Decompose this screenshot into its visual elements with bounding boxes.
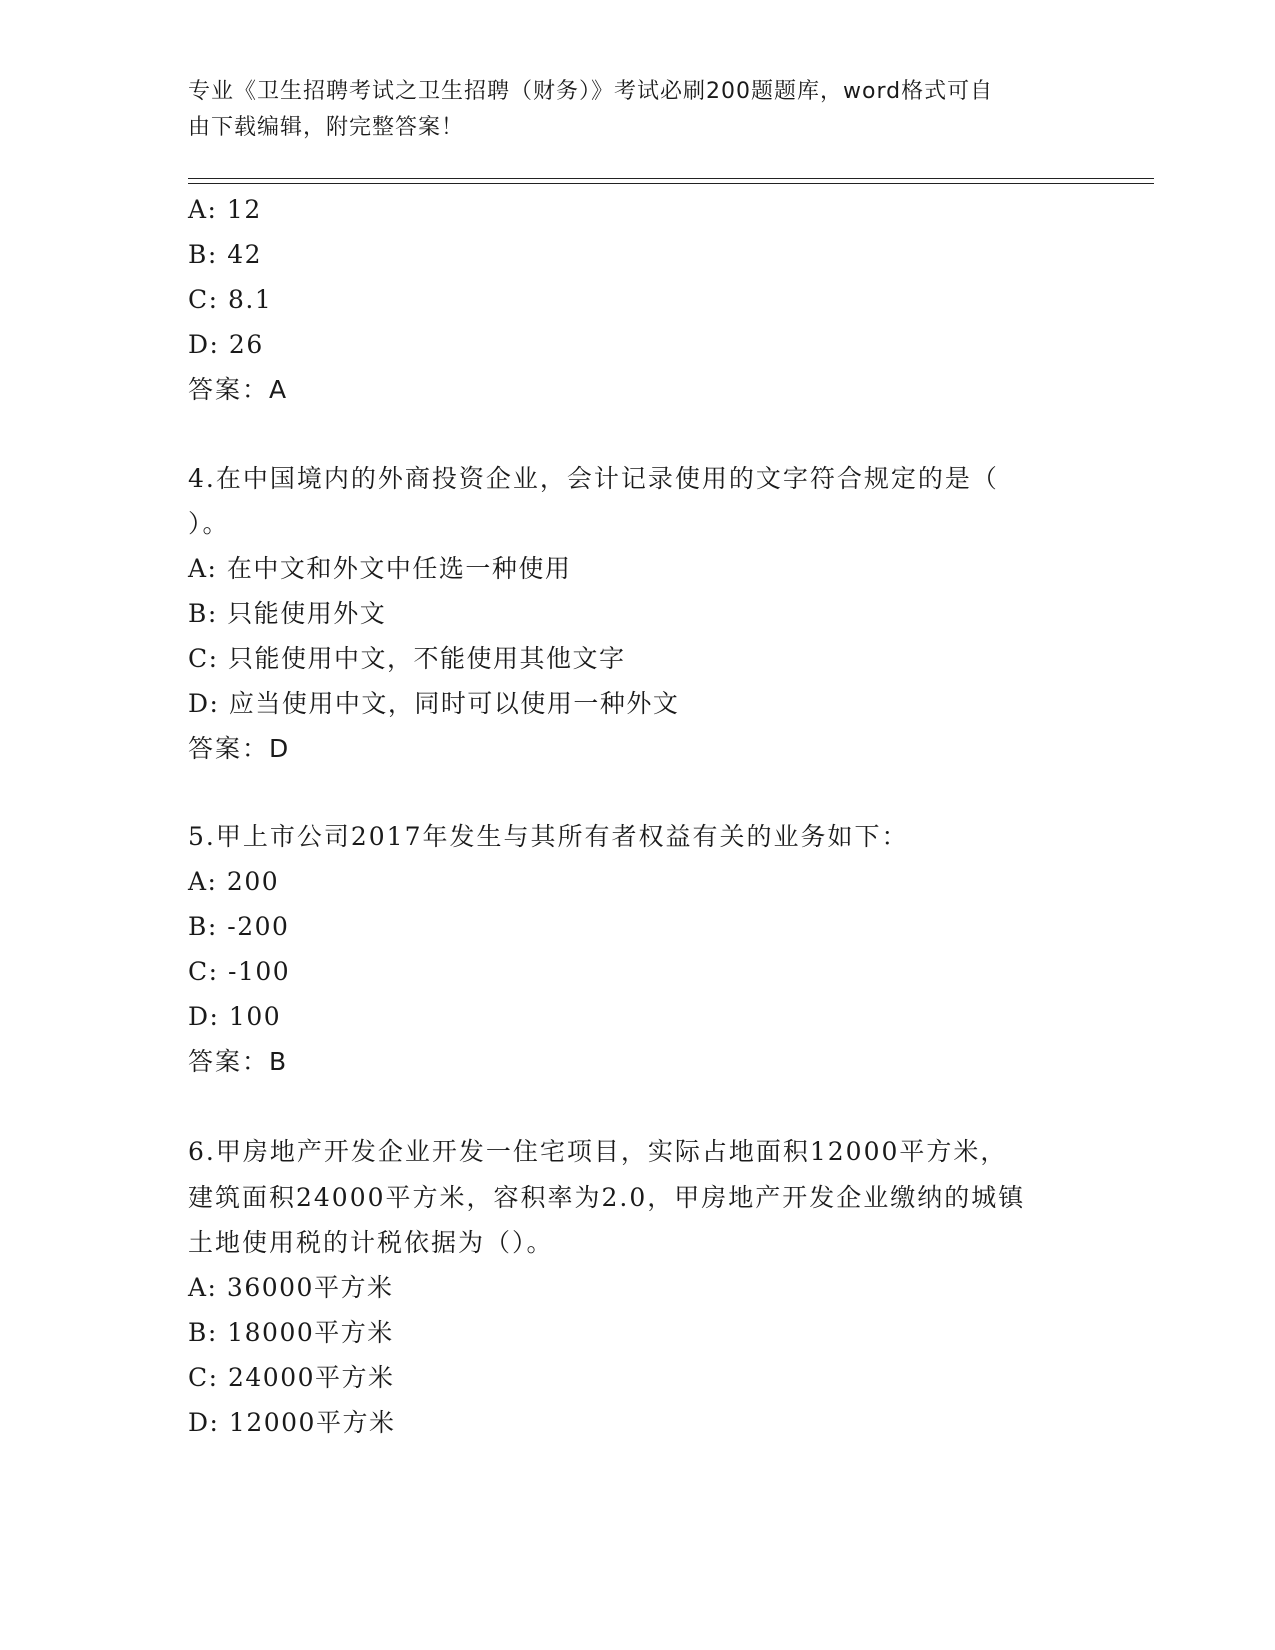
q5-option-d: D: 100	[188, 1002, 282, 1031]
q3-option-b: B: 42	[188, 240, 263, 269]
q6-stem-line-1: 6.甲房地产开发企业开发一住宅项目，实际占地面积12000平方米，	[188, 1137, 1008, 1166]
q6-option-d: D: 12000平方米	[188, 1408, 396, 1437]
q3-option-a: A: 12	[188, 195, 262, 224]
q6-stem-line-2: 建筑面积24000平方米，容积率为2.0，甲房地产开发企业缴纳的城镇	[188, 1183, 1026, 1212]
q6-option-c: C: 24000平方米	[188, 1363, 395, 1392]
q3-option-d: D: 26	[188, 330, 264, 359]
q5-option-a: A: 200	[188, 867, 280, 896]
q5-answer: 答案：B	[188, 1047, 289, 1076]
header-rule-top	[188, 178, 1154, 179]
q4-option-a: A: 在中文和外文中任选一种使用	[188, 554, 572, 583]
header-line-2: 由下载编辑，附完整答案！	[188, 115, 465, 140]
header-line-1: 专业《卫生招聘考试之卫生招聘（财务）》考试必刷200题题库，word格式可自	[188, 79, 994, 104]
header-rule-bottom	[188, 183, 1154, 184]
q6-option-b: B: 18000平方米	[188, 1318, 394, 1347]
q6-option-a: A: 36000平方米	[188, 1273, 394, 1302]
q4-answer: 答案：D	[188, 734, 291, 763]
document-header	[188, 74, 1068, 146]
q4-option-b: B: 只能使用外文	[188, 599, 387, 628]
q3-option-c: C: 8.1	[188, 285, 273, 314]
q5-option-b: B: -200	[188, 912, 290, 941]
q3-answer: 答案：A	[188, 375, 289, 404]
q5-option-c: C: -100	[188, 957, 291, 986]
q6-stem-line-3: 土地使用税的计税依据为（）。	[188, 1228, 554, 1257]
q4-stem-line-1: 4.在中国境内的外商投资企业，会计记录使用的文字符合规定的是（	[188, 464, 999, 493]
q4-stem-line-2: ）。	[188, 509, 230, 538]
q5-stem-line-1: 5.甲上市公司2017年发生与其所有者权益有关的业务如下：	[188, 822, 909, 851]
q4-option-c: C: 只能使用中文，不能使用其他文字	[188, 644, 626, 673]
q4-option-d: D: 应当使用中文，同时可以使用一种外文	[188, 689, 680, 718]
